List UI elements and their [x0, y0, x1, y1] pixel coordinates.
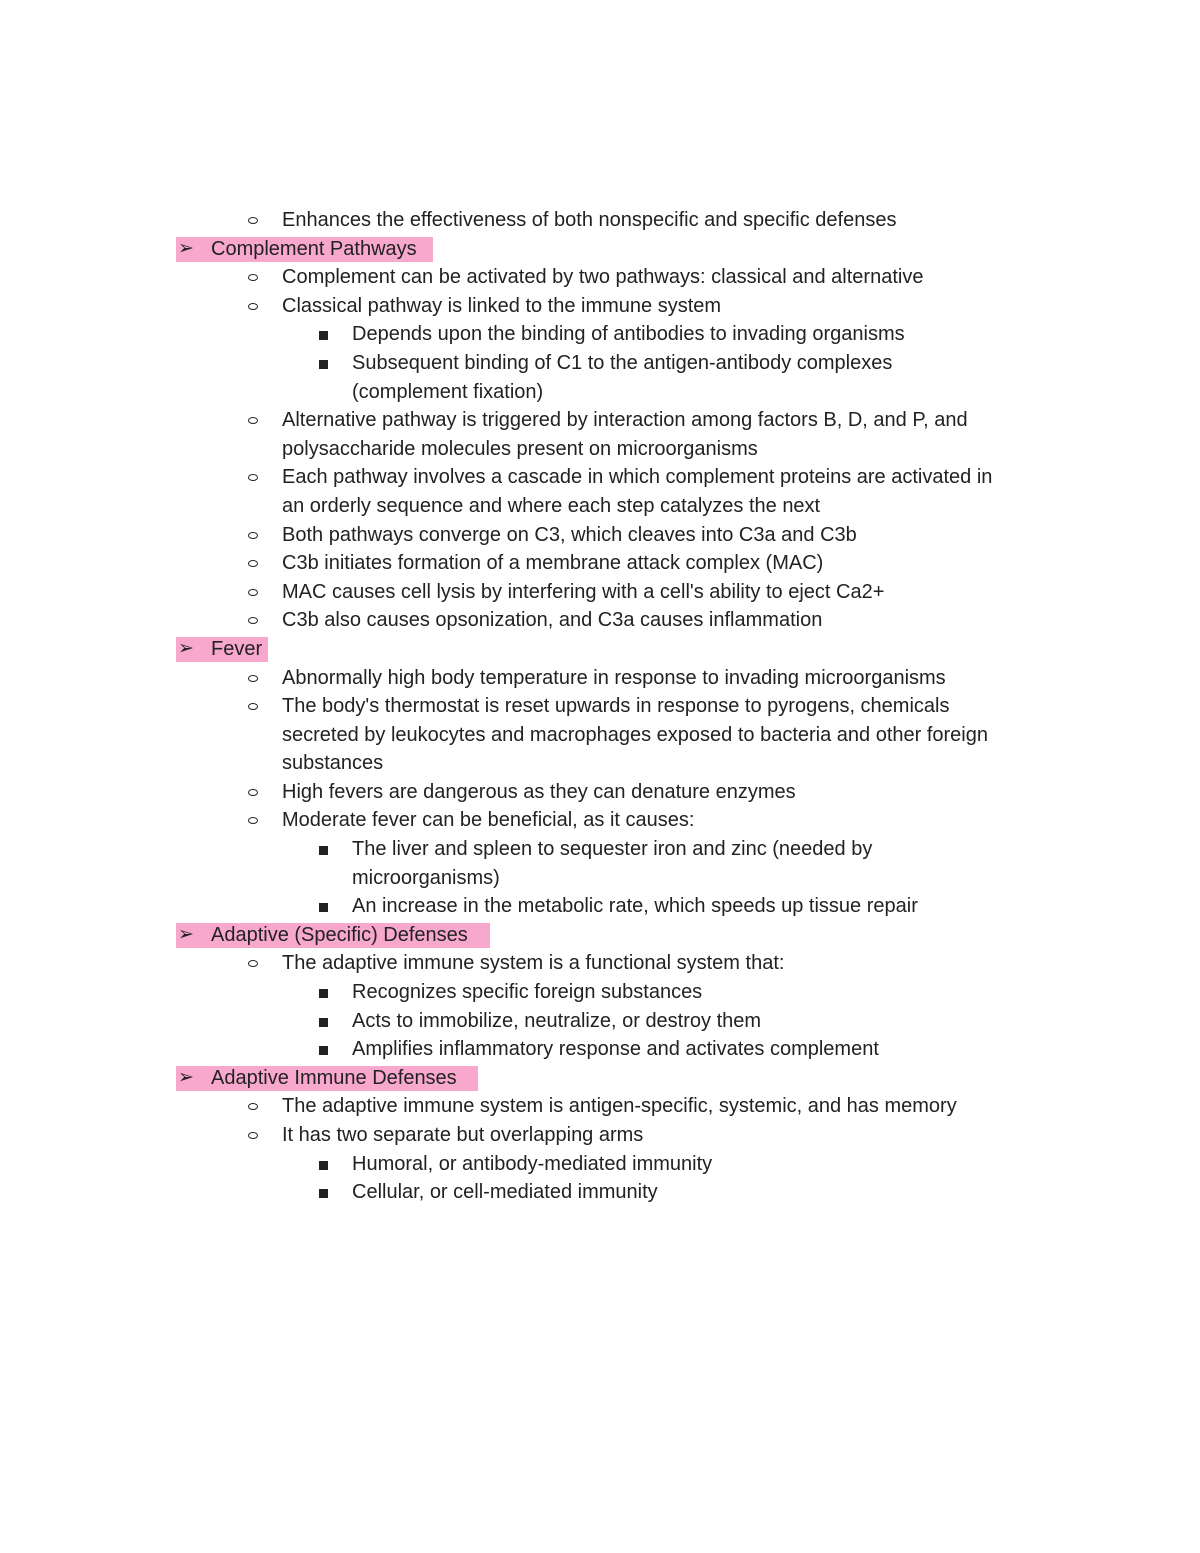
- circle-bullet-icon: [248, 617, 258, 624]
- list-item-text: The adaptive immune system is a functional system that:: [282, 952, 785, 975]
- section-heading-adaptive-immune-defenses: [0, 1064, 1200, 1093]
- square-bullet-icon: [319, 1189, 328, 1198]
- list-item: [0, 1150, 1200, 1179]
- circle-bullet-icon: [248, 589, 258, 596]
- list-item-text: Complement can be activated by two pathways: classical and alternative: [282, 266, 924, 289]
- list-item-text: The body's thermostat is reset upwards in response to pyrogens, chemicals: [282, 695, 950, 718]
- list-item: [0, 606, 1200, 635]
- list-item: [0, 1007, 1200, 1036]
- list-item-text: Subsequent binding of C1 to the antigen-antibody complexes: [352, 351, 893, 374]
- list-item-text: (complement fixation): [352, 380, 544, 403]
- list-item: [0, 978, 1200, 1007]
- document-page: [0, 206, 1200, 1207]
- circle-bullet-icon: [248, 417, 258, 424]
- list-item-text: The liver and spleen to sequester iron and zinc (needed by: [352, 838, 873, 861]
- list-item: [0, 578, 1200, 607]
- section-heading-complement-pathways: [0, 235, 1200, 264]
- circle-bullet-icon: [248, 532, 258, 539]
- circle-bullet-icon: [248, 960, 258, 967]
- arrowhead-bullet-icon: ➢: [178, 637, 194, 659]
- list-item-continuation: [0, 492, 1200, 521]
- list-item-text: Moderate fever can be beneficial, as it causes:: [282, 809, 695, 832]
- list-item-text: Both pathways converge on C3, which cleaves into C3a and C3b: [282, 523, 857, 546]
- list-item-text: Depends upon the binding of antibodies to invading organisms: [352, 323, 905, 346]
- list-item: [0, 320, 1200, 349]
- list-item-continuation: [0, 864, 1200, 893]
- square-bullet-icon: [319, 846, 328, 855]
- circle-bullet-icon: [248, 1132, 258, 1139]
- list-item: [0, 206, 1200, 235]
- list-item: [0, 263, 1200, 292]
- list-item-text: Cellular, or cell-mediated immunity: [352, 1181, 658, 1204]
- list-item: [0, 892, 1200, 921]
- circle-bullet-icon: [248, 274, 258, 281]
- section-heading-adaptive-specific-defenses: [0, 921, 1200, 950]
- list-item-text: C3b initiates formation of a membrane attack complex (MAC): [282, 552, 824, 575]
- list-item-text: microorganisms): [352, 866, 500, 889]
- list-item-text: MAC causes cell lysis by interfering with a cell's ability to eject Ca2+: [282, 580, 885, 603]
- list-item-text: Amplifies inflammatory response and activates complement: [352, 1038, 879, 1061]
- list-item-continuation: [0, 378, 1200, 407]
- list-item-text: C3b also causes opsonization, and C3a causes inflammation: [282, 609, 823, 632]
- list-item: [0, 664, 1200, 693]
- list-item: [0, 463, 1200, 492]
- circle-bullet-icon: [248, 217, 258, 224]
- list-item-continuation: [0, 749, 1200, 778]
- arrowhead-bullet-icon: ➢: [178, 237, 194, 259]
- square-bullet-icon: [319, 360, 328, 369]
- circle-bullet-icon: [248, 1103, 258, 1110]
- arrowhead-bullet-icon: ➢: [178, 1066, 194, 1088]
- list-item-continuation: [0, 721, 1200, 750]
- list-item: [0, 521, 1200, 550]
- list-item-text: Alternative pathway is triggered by interaction among factors B, D, and P, and: [282, 409, 968, 432]
- list-item: [0, 1035, 1200, 1064]
- square-bullet-icon: [319, 1161, 328, 1170]
- list-item-continuation: [0, 435, 1200, 464]
- circle-bullet-icon: [248, 560, 258, 567]
- section-heading-text: Complement Pathways: [211, 237, 417, 260]
- circle-bullet-icon: [248, 789, 258, 796]
- circle-bullet-icon: [248, 817, 258, 824]
- section-heading-fever: [0, 635, 1200, 664]
- list-item: [0, 778, 1200, 807]
- list-item: [0, 292, 1200, 321]
- circle-bullet-icon: [248, 474, 258, 481]
- list-item-text: Each pathway involves a cascade in which complement proteins are activated in: [282, 466, 993, 489]
- square-bullet-icon: [319, 989, 328, 998]
- list-item-text: It has two separate but overlapping arms: [282, 1124, 644, 1146]
- list-item: [0, 349, 1200, 378]
- list-item: [0, 406, 1200, 435]
- arrowhead-bullet-icon: ➢: [178, 923, 194, 945]
- square-bullet-icon: [319, 903, 328, 912]
- circle-bullet-icon: [248, 303, 258, 310]
- list-item: [0, 835, 1200, 864]
- list-item: [0, 1178, 1200, 1207]
- list-item-text: An increase in the metabolic rate, which speeds up tissue repair: [352, 895, 918, 918]
- list-item-text: Recognizes specific foreign substances: [352, 981, 703, 1004]
- list-item: [0, 692, 1200, 721]
- list-item: [0, 949, 1200, 978]
- square-bullet-icon: [319, 1018, 328, 1027]
- square-bullet-icon: [319, 1046, 328, 1055]
- list-item: [0, 806, 1200, 835]
- list-item-text: Enhances the effectiveness of both nonspecific and specific defenses: [282, 209, 897, 231]
- list-item-text: High fevers are dangerous as they can denature enzymes: [282, 780, 796, 803]
- list-item-text: The adaptive immune system is antigen-specific, systemic, and has memory: [282, 1095, 957, 1118]
- list-item-text: Acts to immobilize, neutralize, or destroy them: [352, 1009, 762, 1032]
- list-item: [0, 549, 1200, 578]
- list-item: [0, 1121, 1200, 1150]
- list-item-text: an orderly sequence and where each step catalyzes the next: [282, 494, 821, 517]
- list-item-text: secreted by leukocytes and macrophages exposed to bacteria and other foreign: [282, 723, 988, 746]
- section-heading-text: Adaptive (Specific) Defenses: [211, 923, 468, 946]
- list-item-text: Classical pathway is linked to the immune system: [282, 294, 722, 317]
- square-bullet-icon: [319, 331, 328, 340]
- list-item-text: Abnormally high body temperature in response to invading microorganisms: [282, 666, 946, 689]
- section-heading-text: Fever: [211, 637, 263, 660]
- circle-bullet-icon: [248, 703, 258, 710]
- section-heading-text: Adaptive Immune Defenses: [211, 1066, 457, 1089]
- list-item: [0, 1092, 1200, 1121]
- list-item-text: substances: [282, 752, 384, 775]
- list-item-text: polysaccharide molecules present on microorganisms: [282, 437, 758, 460]
- list-item-text: Humoral, or antibody-mediated immunity: [352, 1152, 713, 1175]
- circle-bullet-icon: [248, 675, 258, 682]
